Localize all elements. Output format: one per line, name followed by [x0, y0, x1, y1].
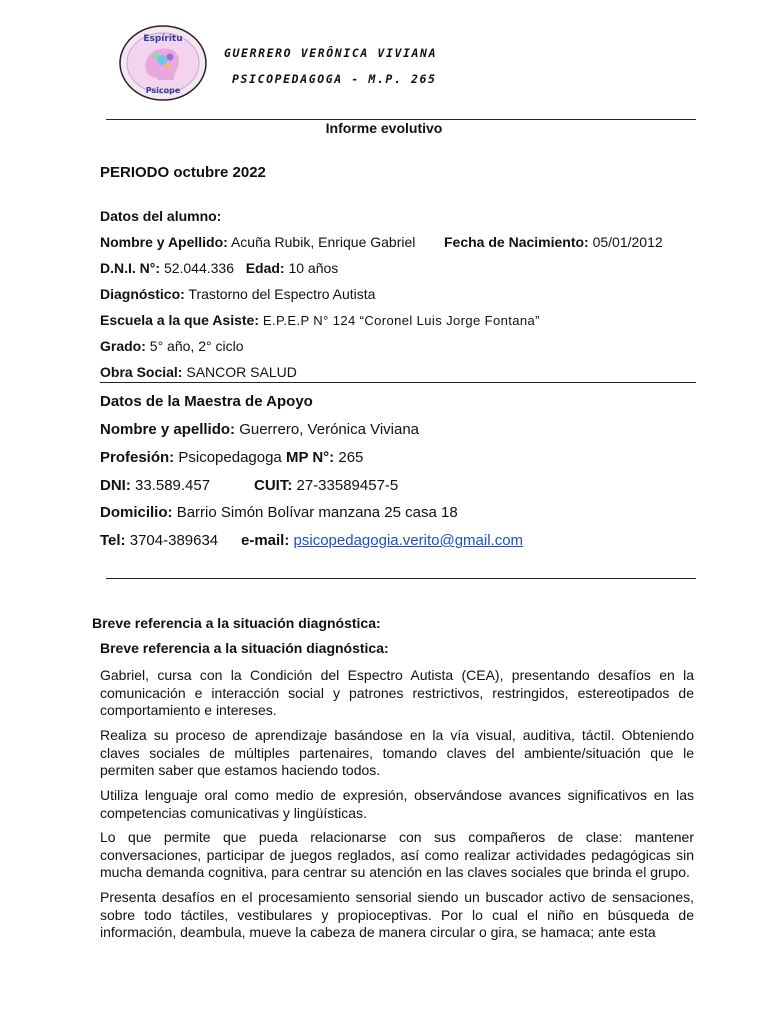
insurance-row — [100, 364, 297, 380]
teacher-name-row — [100, 421, 419, 438]
period: PERIODO octubre 2022 — [100, 164, 266, 181]
teacher-section-title: Datos de la Maestra de Apoyo — [100, 393, 313, 410]
tel-row — [100, 532, 218, 549]
cuit-value: 27-33589457-5 — [296, 477, 399, 494]
logo-graphic — [118, 24, 208, 102]
cuit-label: CUIT: — [254, 477, 293, 494]
email-row — [241, 532, 523, 549]
student-name-row — [100, 234, 415, 250]
mp-label: MP N°: — [285, 449, 335, 466]
address-label: Domicilio: — [100, 504, 173, 521]
logo-top-text: Espíritu — [143, 34, 183, 44]
diagnostic-paragraph: Utiliza lenguaje oral como medio de expresión, observándose avances significativos en las competencias comunicativas y lingüísticas. — [100, 787, 694, 821]
insurance-label: Obra Social: — [100, 364, 183, 380]
email-label: e-mail: — [241, 532, 290, 549]
grade-row — [100, 338, 243, 354]
grade-value: 5° año, 2° ciclo — [149, 338, 244, 354]
tel-value: 3704-389634 — [129, 532, 219, 549]
student-dni-value: 52.044.336 — [163, 260, 235, 276]
school-row — [100, 312, 540, 328]
student-dni-label: D.N.I. N°: — [100, 260, 161, 276]
diagnostic-paragraph: Realiza su proceso de aprendizaje basándose en la vía visual, auditiva, táctil. Obteniendo claves sociales de múltiples partenaires, tomando claves del ambiente/situación que le permiten saber que estamos haciendo todos. — [100, 727, 694, 779]
school-label: Escuela a la que Asiste: — [100, 312, 259, 328]
teacher-dni-label: DNI: — [100, 477, 131, 494]
diagnosis-row — [100, 286, 375, 302]
profession-label: Profesión: — [100, 449, 175, 466]
teacher-name-label: Nombre y apellido: — [100, 421, 236, 438]
insurance-value: SANCOR SALUD — [186, 364, 297, 380]
cuit-row — [254, 477, 398, 494]
tel-label: Tel: — [100, 532, 126, 549]
diagnostic-paragraph: Gabriel, cursa con la Condición del Espectro Autista (CEA), presentando desafíos en la comunicación e interacción social y patrones restrictivos, restringidos, estereotipados de comportamiento e intereses. — [100, 667, 694, 719]
report-title: Informe evolutivo — [325, 120, 443, 136]
teacher-dni-row — [100, 477, 210, 494]
student-name-value: Acuña Rubik, Enrique Gabriel — [230, 234, 416, 250]
dni-age-row — [100, 260, 338, 276]
birth-label: Fecha de Nacimiento: — [444, 234, 589, 250]
teacher-dni-value: 33.589.457 — [135, 477, 211, 494]
profession-row — [100, 449, 363, 466]
address-value: Barrio Simón Bolívar manzana 25 casa 18 — [176, 504, 458, 521]
age-label: Edad: — [245, 260, 285, 276]
diagnostic-heading-inner: Breve referencia a la situación diagnóstica: — [100, 640, 389, 656]
teacher-divider — [106, 578, 696, 579]
teacher-name-value: Guerrero, Verónica Viviana — [239, 421, 420, 438]
grade-label: Grado: — [100, 338, 146, 354]
student-section-title: Datos del alumno: — [100, 208, 222, 224]
school-value: E.P.E.P N° 124 “Coronel Luis Jorge Fontana” — [262, 313, 540, 328]
age-value: 10 años — [288, 260, 339, 276]
birth-value: 05/01/2012 — [592, 234, 663, 250]
diagnostic-paragraph: Presenta desafíos en el procesamiento sensorial siendo un buscador activo de sensaciones, sobre todo táctiles, vestibulares y propioceptivas. Por lo cual el niño en búsqueda de información, deambula, mueve la cabeza de manera circular o gira, se hamaca; ante esta — [100, 889, 694, 941]
student-name-label: Nombre y Apellido: — [100, 234, 228, 250]
header-profession: PSICOPEDAGOGA - M.P. 265 — [232, 72, 437, 86]
address-row — [100, 504, 458, 521]
logo-bottom-text: Psicope — [145, 86, 181, 95]
profession-value: Psicopedagoga — [178, 449, 282, 466]
email-link[interactable]: psicopedagogia.verito@gmail.com — [293, 532, 524, 549]
birth-row — [444, 234, 663, 250]
diagnostic-paragraph: Lo que permite que pueda relacionarse con sus compañeros de clase: mantener conversaciones, participar de juegos reglados, así como realizar actividades pedagógicas sin mucha demanda cognitiva, para centrar su atención en las claves sociales que brinda el grupo. — [100, 829, 694, 881]
student-divider — [100, 382, 696, 383]
header-name: GUERRERO VERÔNICA VIVIANA — [224, 46, 438, 60]
diagnostic-heading-outer: Breve referencia a la situación diagnóstica: — [92, 615, 381, 631]
diagnosis-value: Trastorno del Espectro Autista — [188, 286, 376, 302]
diagnosis-label: Diagnóstico: — [100, 286, 185, 302]
logo — [118, 24, 208, 102]
mp-value: 265 — [338, 449, 364, 466]
